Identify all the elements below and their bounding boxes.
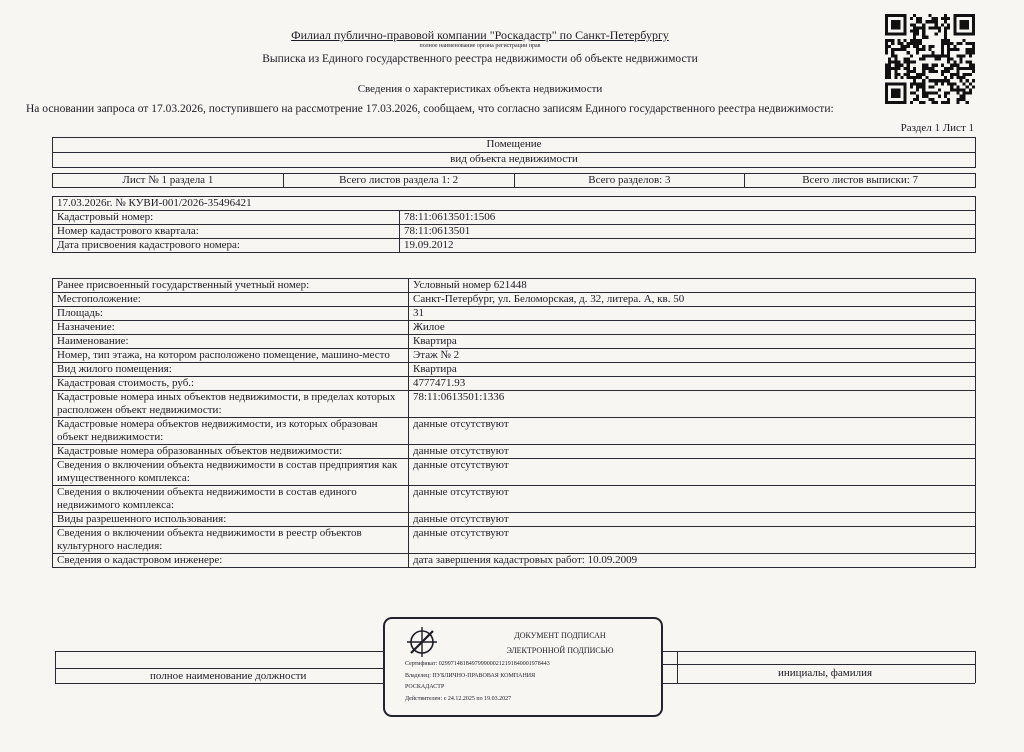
field-label: Вид жилого помещения: — [53, 363, 409, 377]
stamp-owner: Владелец: ПУБЛИЧНО-ПРАВОВАЯ КОМПАНИЯ — [405, 673, 536, 679]
field-label: Ранее присвоенный государственный учетный номер: — [53, 279, 409, 293]
table-row — [53, 349, 976, 363]
object-type-caption: вид объекта недвижимости — [53, 153, 976, 168]
field-label: Местоположение: — [53, 293, 409, 307]
table-row — [53, 307, 976, 321]
field-label: Сведения о включении объекта недвижимости в состав единого недвижимого комплекса: — [53, 486, 409, 513]
field-value: 78:11:0613501 — [400, 225, 976, 239]
stamp-validity: Действителен: с 24.12.2025 по 19.03.2027 — [405, 696, 512, 702]
field-value: Санкт-Петербург, ул. Беломорская, д. 32, литера. А, кв. 50 — [409, 293, 976, 307]
field-label: Виды разрешенного использования: — [53, 513, 409, 527]
field-label: Дата присвоения кадастрового номера: — [53, 239, 400, 253]
cadastral-ids-table — [52, 196, 976, 253]
field-label: Кадастровый номер: — [53, 211, 400, 225]
table-row — [53, 377, 976, 391]
field-value: 31 — [409, 307, 976, 321]
table-row — [53, 445, 976, 459]
sheets-info-table — [52, 173, 976, 188]
table-row — [53, 363, 976, 377]
org-caption: полное наименование органа регистрации прав — [419, 43, 541, 49]
field-value: Условный номер 621448 — [409, 279, 976, 293]
table-row — [53, 554, 976, 568]
field-label: Площадь: — [53, 307, 409, 321]
field-value: Квартира — [409, 335, 976, 349]
stamp-owner-org: РОСКАДАСТР — [405, 684, 445, 690]
field-label: Кадастровые номера объектов недвижимости, из которых образован объект недвижимости: — [53, 418, 409, 445]
field-value: данные отсутствуют — [409, 486, 976, 513]
table-row — [53, 225, 976, 239]
position-caption: полное наименование должности — [150, 670, 307, 682]
field-label: Назначение: — [53, 321, 409, 335]
table-row — [53, 391, 976, 418]
stamp-title-1: ДОКУМЕНТ ПОДПИСАН — [514, 631, 606, 640]
table-row — [53, 321, 976, 335]
object-properties-table — [52, 278, 976, 568]
position-divider — [55, 668, 385, 669]
table-row — [53, 513, 976, 527]
total-extract-sheets: Всего листов выписки: 7 — [745, 174, 976, 188]
table-row — [53, 293, 976, 307]
field-label: Номер кадастрового квартала: — [53, 225, 400, 239]
field-label: Кадастровая стоимость, руб.: — [53, 377, 409, 391]
signature-frame-right — [975, 651, 976, 683]
document-number: 17.03.2026г. № КУВИ-001/2026-35496421 — [53, 197, 976, 211]
field-value: данные отсутствуют — [409, 418, 976, 445]
field-value: 78:11:0613501:1336 — [409, 391, 976, 418]
field-value: Жилое — [409, 321, 976, 335]
table-row — [53, 459, 976, 486]
branch-name: Филиал публично-правовой компании "Роскадастр" по Санкт-Петербургу — [291, 28, 669, 42]
field-label: Сведения о включении объекта недвижимости в состав предприятия как имущественного комплекса: — [53, 459, 409, 486]
sheet-number: Лист № 1 раздела 1 — [53, 174, 284, 188]
field-label: Наименование: — [53, 335, 409, 349]
table-row — [53, 418, 976, 445]
field-label: Сведения о включении объекта недвижимости в реестр объектов культурного наследия: — [53, 527, 409, 554]
total-section-sheets: Всего листов раздела 1: 2 — [283, 174, 514, 188]
field-value: 78:11:0613501:1506 — [400, 211, 976, 225]
name-cell-divider — [677, 651, 678, 683]
extract-title: Выписка из Единого государственного реестра недвижимости об объекте недвижимости — [262, 53, 698, 65]
name-divider — [658, 664, 976, 665]
certificate-number: Сертификат: 0299714818497999000212191840001978443 — [405, 661, 550, 667]
field-label: Номер, тип этажа, на котором расположено помещение, машино-место — [53, 349, 409, 363]
table-row — [53, 335, 976, 349]
field-value: данные отсутствуют — [409, 459, 976, 486]
field-value: дата завершения кадастровых работ: 10.09.2009 — [409, 554, 976, 568]
field-value: Этаж № 2 — [409, 349, 976, 363]
table-row — [53, 486, 976, 513]
qr-code-icon — [885, 14, 975, 104]
section-sheet-label: Раздел 1 Лист 1 — [900, 122, 974, 134]
field-value: данные отсутствуют — [409, 527, 976, 554]
table-row — [53, 279, 976, 293]
field-value: Квартира — [409, 363, 976, 377]
field-label: Кадастровые номера образованных объектов недвижимости: — [53, 445, 409, 459]
info-title: Сведения о характеристиках объекта недвижимости — [357, 83, 603, 95]
field-label: Кадастровые номера иных объектов недвижимости, в пределах которых расположен объект недвижимости: — [53, 391, 409, 418]
field-value: 19.09.2012 — [400, 239, 976, 253]
signature-frame-left — [55, 651, 56, 683]
name-caption: инициалы, фамилия — [778, 667, 873, 679]
request-basis: На основании запроса от 17.03.2026, поступившего на рассмотрение 17.03.2026, сообщаем, что согласно записям Единого государственного реестра недвижимости: — [26, 103, 834, 115]
field-value: данные отсутствуют — [409, 513, 976, 527]
object-type-table — [52, 137, 976, 168]
field-label: Сведения о кадастровом инженере: — [53, 554, 409, 568]
electronic-signature-stamp — [383, 617, 663, 717]
table-row — [53, 527, 976, 554]
field-value: 4777471.93 — [409, 377, 976, 391]
total-sections: Всего разделов: 3 — [514, 174, 745, 188]
emblem-icon — [405, 625, 439, 659]
object-type: Помещение — [53, 138, 976, 153]
stamp-title-2: ЭЛЕКТРОННОЙ ПОДПИСЬЮ — [506, 646, 614, 655]
table-row — [53, 211, 976, 225]
table-row — [53, 239, 976, 253]
field-value: данные отсутствуют — [409, 445, 976, 459]
